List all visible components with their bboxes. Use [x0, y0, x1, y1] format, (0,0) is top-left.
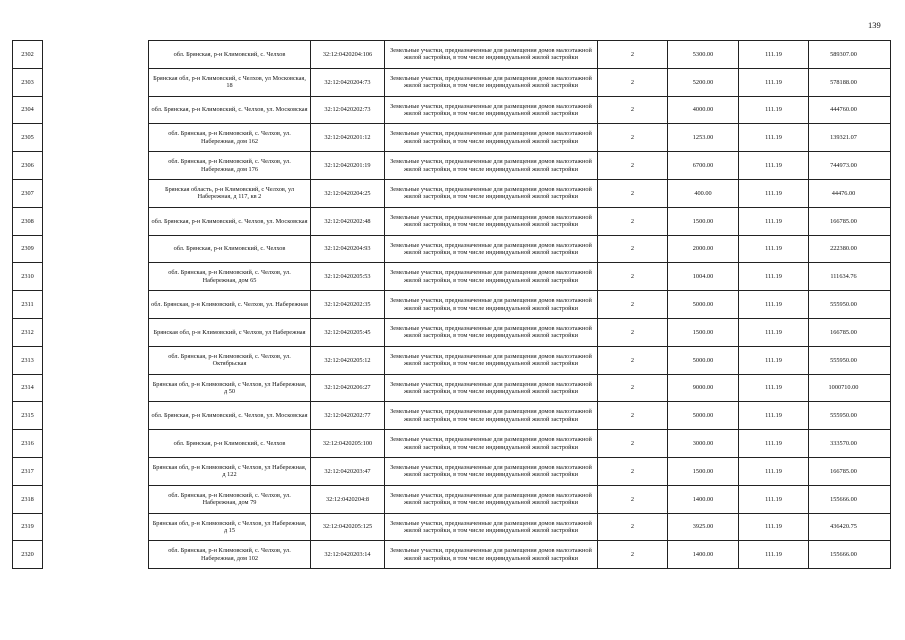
blank-cell — [43, 318, 149, 346]
cadastral-number-cell: 32:12:0420204:25 — [311, 179, 385, 207]
table-row — [13, 457, 891, 485]
permitted-use-cell: Земельные участки, предназначенные для размещения домов малоэтажной жилой застройки, в том числе индивидуальной жилой застройки — [385, 346, 598, 374]
blank-cell — [43, 513, 149, 541]
cadastral-number-cell: 32:12:0420204:8 — [311, 485, 385, 513]
rate-cell: 111.19 — [739, 263, 809, 291]
category-cell: 2 — [598, 263, 668, 291]
cadastral-value-cell: 589307.00 — [809, 41, 891, 69]
permitted-use-cell: Земельные участки, предназначенные для размещения домов малоэтажной жилой застройки, в том числе индивидуальной жилой застройки — [385, 124, 598, 152]
cadastral-value-cell: 155666.00 — [809, 541, 891, 569]
permitted-use-cell: Земельные участки, предназначенные для размещения домов малоэтажной жилой застройки, в том числе индивидуальной жилой застройки — [385, 41, 598, 69]
area-cell: 1253.00 — [668, 124, 739, 152]
address-cell: Брянская обл, р-н Климовский, с Челхов, ул Набережная, д 122 — [149, 457, 311, 485]
address-cell: Брянская обл, р-н Климовский, с Челхов, ул Набережная, д 50 — [149, 374, 311, 402]
row-number-cell: 2313 — [13, 346, 43, 374]
cadastral-number-cell: 32:12:0420205:100 — [311, 430, 385, 458]
cadastral-value-cell: 111634.76 — [809, 263, 891, 291]
blank-cell — [43, 263, 149, 291]
permitted-use-cell: Земельные участки, предназначенные для размещения домов малоэтажной жилой застройки, в том числе индивидуальной жилой застройки — [385, 485, 598, 513]
table-row — [13, 541, 891, 569]
permitted-use-cell: Земельные участки, предназначенные для размещения домов малоэтажной жилой застройки, в том числе индивидуальной жилой застройки — [385, 291, 598, 319]
address-cell: обл. Брянская, р-н Климовский, с. Челхов — [149, 430, 311, 458]
row-number-cell: 2320 — [13, 541, 43, 569]
area-cell: 1004.00 — [668, 263, 739, 291]
cadastral-value-cell: 1000710.00 — [809, 374, 891, 402]
row-number-cell: 2304 — [13, 96, 43, 124]
category-cell: 2 — [598, 457, 668, 485]
permitted-use-cell: Земельные участки, предназначенные для размещения домов малоэтажной жилой застройки, в том числе индивидуальной жилой застройки — [385, 263, 598, 291]
area-cell: 2000.00 — [668, 235, 739, 263]
table-row — [13, 513, 891, 541]
row-number-cell: 2314 — [13, 374, 43, 402]
rate-cell: 111.19 — [739, 402, 809, 430]
area-cell: 5000.00 — [668, 291, 739, 319]
address-cell: Брянская обл, р-н Климовский, с Челхов, ул Московская, 18 — [149, 68, 311, 96]
permitted-use-cell: Земельные участки, предназначенные для размещения домов малоэтажной жилой застройки, в том числе индивидуальной жилой застройки — [385, 541, 598, 569]
blank-cell — [43, 124, 149, 152]
table-row — [13, 124, 891, 152]
area-cell: 1500.00 — [668, 207, 739, 235]
category-cell: 2 — [598, 96, 668, 124]
rate-cell: 111.19 — [739, 346, 809, 374]
rate-cell: 111.19 — [739, 513, 809, 541]
area-cell: 1400.00 — [668, 485, 739, 513]
address-cell: обл. Брянская, р-н Климовский, с. Челхов — [149, 41, 311, 69]
cadastral-value-cell: 436420.75 — [809, 513, 891, 541]
cadastral-value-cell: 555950.00 — [809, 346, 891, 374]
table-row — [13, 485, 891, 513]
area-cell: 5000.00 — [668, 346, 739, 374]
cadastral-value-cell: 166785.00 — [809, 207, 891, 235]
cadastral-number-cell: 32:12:0420202:48 — [311, 207, 385, 235]
permitted-use-cell: Земельные участки, предназначенные для размещения домов малоэтажной жилой застройки, в том числе индивидуальной жилой застройки — [385, 430, 598, 458]
category-cell: 2 — [598, 318, 668, 346]
row-number-cell: 2317 — [13, 457, 43, 485]
area-cell: 1400.00 — [668, 541, 739, 569]
row-number-cell: 2305 — [13, 124, 43, 152]
cadastral-value-cell: 555950.00 — [809, 291, 891, 319]
permitted-use-cell: Земельные участки, предназначенные для размещения домов малоэтажной жилой застройки, в том числе индивидуальной жилой застройки — [385, 374, 598, 402]
cadastral-number-cell: 32:12:0420204:106 — [311, 41, 385, 69]
category-cell: 2 — [598, 179, 668, 207]
cadastral-number-cell: 32:12:0420203:14 — [311, 541, 385, 569]
category-cell: 2 — [598, 291, 668, 319]
cadastral-value-cell: 139321.07 — [809, 124, 891, 152]
cadastral-value-cell: 555950.00 — [809, 402, 891, 430]
blank-cell — [43, 207, 149, 235]
cadastral-value-cell: 166785.00 — [809, 318, 891, 346]
blank-cell — [43, 235, 149, 263]
permitted-use-cell: Земельные участки, предназначенные для размещения домов малоэтажной жилой застройки, в том числе индивидуальной жилой застройки — [385, 402, 598, 430]
blank-cell — [43, 374, 149, 402]
area-cell: 4000.00 — [668, 96, 739, 124]
category-cell: 2 — [598, 374, 668, 402]
rate-cell: 111.19 — [739, 318, 809, 346]
row-number-cell: 2319 — [13, 513, 43, 541]
category-cell: 2 — [598, 41, 668, 69]
rate-cell: 111.19 — [739, 179, 809, 207]
table-row — [13, 207, 891, 235]
category-cell: 2 — [598, 541, 668, 569]
cadastral-value-cell: 578188.00 — [809, 68, 891, 96]
category-cell: 2 — [598, 68, 668, 96]
row-number-cell: 2302 — [13, 41, 43, 69]
cadastral-number-cell: 32:12:0420205:12 — [311, 346, 385, 374]
blank-cell — [43, 346, 149, 374]
row-number-cell: 2306 — [13, 152, 43, 180]
permitted-use-cell: Земельные участки, предназначенные для размещения домов малоэтажной жилой застройки, в том числе индивидуальной жилой застройки — [385, 96, 598, 124]
row-number-cell: 2308 — [13, 207, 43, 235]
row-number-cell: 2310 — [13, 263, 43, 291]
rate-cell: 111.19 — [739, 541, 809, 569]
permitted-use-cell: Земельные участки, предназначенные для размещения домов малоэтажной жилой застройки, в том числе индивидуальной жилой застройки — [385, 207, 598, 235]
table-row — [13, 318, 891, 346]
area-cell: 1500.00 — [668, 318, 739, 346]
cadastral-number-cell: 32:12:0420204:93 — [311, 235, 385, 263]
area-cell: 5200.00 — [668, 68, 739, 96]
table-row — [13, 235, 891, 263]
table-row — [13, 68, 891, 96]
table-body — [13, 41, 891, 569]
rate-cell: 111.19 — [739, 152, 809, 180]
row-number-cell: 2303 — [13, 68, 43, 96]
table-row — [13, 402, 891, 430]
rate-cell: 111.19 — [739, 457, 809, 485]
table-row — [13, 430, 891, 458]
category-cell: 2 — [598, 207, 668, 235]
category-cell: 2 — [598, 513, 668, 541]
cadastral-number-cell: 32:12:0420205:45 — [311, 318, 385, 346]
area-cell: 3000.00 — [668, 430, 739, 458]
row-number-cell: 2307 — [13, 179, 43, 207]
row-number-cell: 2311 — [13, 291, 43, 319]
rate-cell: 111.19 — [739, 430, 809, 458]
rate-cell: 111.19 — [739, 291, 809, 319]
address-cell: обл. Брянская, р-н Климовский, с. Челхов, ул. Набережная, дом 79 — [149, 485, 311, 513]
area-cell: 6700.00 — [668, 152, 739, 180]
cadastral-number-cell: 32:12:0420201:19 — [311, 152, 385, 180]
category-cell: 2 — [598, 485, 668, 513]
address-cell: обл. Брянская, р-н Климовский, с. Челхов, ул. Московская — [149, 207, 311, 235]
blank-cell — [43, 68, 149, 96]
rate-cell: 111.19 — [739, 96, 809, 124]
blank-cell — [43, 96, 149, 124]
address-cell: обл. Брянская, р-н Климовский, с. Челхов — [149, 235, 311, 263]
blank-cell — [43, 485, 149, 513]
permitted-use-cell: Земельные участки, предназначенные для размещения домов малоэтажной жилой застройки, в том числе индивидуальной жилой застройки — [385, 235, 598, 263]
row-number-cell: 2315 — [13, 402, 43, 430]
address-cell: обл. Брянская, р-н Климовский, с. Челхов, ул. Набережная — [149, 291, 311, 319]
area-cell: 3925.00 — [668, 513, 739, 541]
permitted-use-cell: Земельные участки, предназначенные для размещения домов малоэтажной жилой застройки, в том числе индивидуальной жилой застройки — [385, 318, 598, 346]
table-row — [13, 96, 891, 124]
table-row — [13, 374, 891, 402]
rate-cell: 111.19 — [739, 207, 809, 235]
category-cell: 2 — [598, 235, 668, 263]
blank-cell — [43, 291, 149, 319]
cadastral-number-cell: 32:12:0420202:35 — [311, 291, 385, 319]
cadastral-number-cell: 32:12:0420205:53 — [311, 263, 385, 291]
address-cell: обл. Брянская, р-н Климовский, с. Челхов, ул. Московская — [149, 402, 311, 430]
permitted-use-cell: Земельные участки, предназначенные для размещения домов малоэтажной жилой застройки, в том числе индивидуальной жилой застройки — [385, 68, 598, 96]
category-cell: 2 — [598, 402, 668, 430]
cadastral-number-cell: 32:12:0420205:125 — [311, 513, 385, 541]
cadastral-number-cell: 32:12:0420203:47 — [311, 457, 385, 485]
row-number-cell: 2318 — [13, 485, 43, 513]
table-row — [13, 346, 891, 374]
area-cell: 9000.00 — [668, 374, 739, 402]
cadastral-value-cell: 166785.00 — [809, 457, 891, 485]
cadastral-value-cell: 444760.00 — [809, 96, 891, 124]
address-cell: обл. Брянская, р-н Климовский, с. Челхов, ул. Октябрьская — [149, 346, 311, 374]
address-cell: обл. Брянская, р-н Климовский, с. Челхов, ул. Набережная, дом 102 — [149, 541, 311, 569]
category-cell: 2 — [598, 124, 668, 152]
blank-cell — [43, 430, 149, 458]
address-cell: обл. Брянская, р-н Климовский, с. Челхов, ул. Набережная, дом 162 — [149, 124, 311, 152]
address-cell: обл. Брянская, р-н Климовский, с. Челхов, ул. Набережная, дом 65 — [149, 263, 311, 291]
blank-cell — [43, 152, 149, 180]
rate-cell: 111.19 — [739, 235, 809, 263]
address-cell: Брянская обл, р-н Климовский, с Челхов, ул Набережная — [149, 318, 311, 346]
rate-cell: 111.19 — [739, 485, 809, 513]
category-cell: 2 — [598, 430, 668, 458]
cadastral-number-cell: 32:12:0420202:73 — [311, 96, 385, 124]
category-cell: 2 — [598, 346, 668, 374]
cadastral-value-cell: 155666.00 — [809, 485, 891, 513]
blank-cell — [43, 179, 149, 207]
address-cell: обл. Брянская, р-н Климовский, с. Челхов, ул. Набережная, дом 176 — [149, 152, 311, 180]
rate-cell: 111.19 — [739, 374, 809, 402]
cadastral-number-cell: 32:12:0420206:27 — [311, 374, 385, 402]
blank-cell — [43, 541, 149, 569]
rate-cell: 111.19 — [739, 124, 809, 152]
address-cell: Брянская обл, р-н Климовский, с Челхов, ул Набережная, д 15 — [149, 513, 311, 541]
land-plots-table — [12, 40, 891, 569]
cadastral-value-cell: 222380.00 — [809, 235, 891, 263]
category-cell: 2 — [598, 152, 668, 180]
permitted-use-cell: Земельные участки, предназначенные для размещения домов малоэтажной жилой застройки, в том числе индивидуальной жилой застройки — [385, 457, 598, 485]
blank-cell — [43, 402, 149, 430]
table-row — [13, 263, 891, 291]
cadastral-number-cell: 32:12:0420204:73 — [311, 68, 385, 96]
area-cell: 400.00 — [668, 179, 739, 207]
permitted-use-cell: Земельные участки, предназначенные для размещения домов малоэтажной жилой застройки, в том числе индивидуальной жилой застройки — [385, 179, 598, 207]
row-number-cell: 2312 — [13, 318, 43, 346]
row-number-cell: 2309 — [13, 235, 43, 263]
blank-cell — [43, 457, 149, 485]
permitted-use-cell: Земельные участки, предназначенные для размещения домов малоэтажной жилой застройки, в том числе индивидуальной жилой застройки — [385, 513, 598, 541]
table-row — [13, 179, 891, 207]
address-cell: обл. Брянская, р-н Климовский, с. Челхов, ул. Московская — [149, 96, 311, 124]
cadastral-value-cell: 44476.00 — [809, 179, 891, 207]
table-row — [13, 291, 891, 319]
row-number-cell: 2316 — [13, 430, 43, 458]
area-cell: 1500.00 — [668, 457, 739, 485]
cadastral-number-cell: 32:12:0420202:77 — [311, 402, 385, 430]
page-number: 139 — [868, 20, 881, 30]
address-cell: Брянская область, р-н Климовский, с Челхов, ул Набережная, д 117, кв 2 — [149, 179, 311, 207]
rate-cell: 111.19 — [739, 41, 809, 69]
permitted-use-cell: Земельные участки, предназначенные для размещения домов малоэтажной жилой застройки, в том числе индивидуальной жилой застройки — [385, 152, 598, 180]
rate-cell: 111.19 — [739, 68, 809, 96]
cadastral-value-cell: 333570.00 — [809, 430, 891, 458]
table-row — [13, 152, 891, 180]
cadastral-value-cell: 744973.00 — [809, 152, 891, 180]
cadastral-number-cell: 32:12:0420201:12 — [311, 124, 385, 152]
area-cell: 5000.00 — [668, 402, 739, 430]
blank-cell — [43, 41, 149, 69]
table-row — [13, 41, 891, 69]
area-cell: 5300.00 — [668, 41, 739, 69]
